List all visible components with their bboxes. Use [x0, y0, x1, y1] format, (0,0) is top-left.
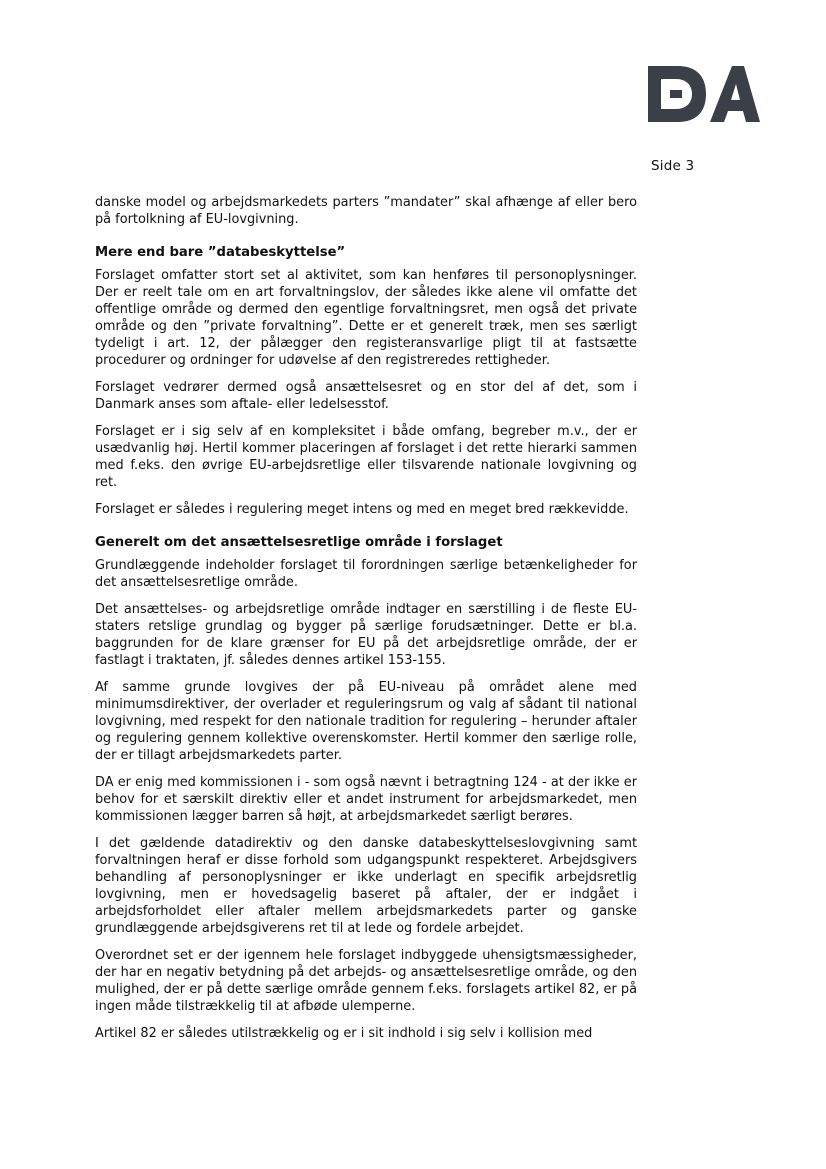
- paragraph: Forslaget er således i regulering meget intens og med en meget bred rækkevidde.: [95, 502, 629, 517]
- paragraph: Af samme grunde lovgives der på EU-niveau på området alene med minimumsdirektiver, der overlader et reguleringsrum og valg af sådant til national lovgivning, med respekt for den nationale tradition for regulering – herunder aftaler og regulering gennem kollektive overenskomster. Hertil kommer den særlige rolle, der er tillagt arbejdsmarkedets parter.: [95, 680, 637, 763]
- paragraph: Overordnet set er der igennem hele forslaget indbyggede uhensigtsmæssigheder, der har en negativ betydning på det arbejds- og ansættelsesretlige område, og den mulighed, der er på dette særlige område gennem f.eks. forslagets artikel 82, er på ingen måde tilstrækkelig til at afbøde ulemperne.: [95, 948, 637, 1014]
- paragraph: DA er enig med kommissionen i - som også nævnt i betragtning 124 - at der ikke er behov for et særskilt direktiv eller et andet instrument for arbejdsmarkedet, men kommissionen lægger barren så højt, at arbejdsmarkedet særligt berøres.: [95, 775, 637, 824]
- paragraph: Grundlæggende indeholder forslaget til forordningen særlige betænkeligheder for det ansættelsesretlige område.: [95, 558, 637, 590]
- section-heading-databeskyttelse: Mere end bare ”databeskyttelse”: [95, 245, 346, 260]
- section-heading-ansaettelsesret: Generelt om det ansættelsesretlige område i forslaget: [95, 535, 503, 550]
- paragraph: Forslaget omfatter stort set al aktivitet, som kan henføres til personoplysninger. Der er reelt tale om en art forvaltningslov, der således ikke alene vil omfatte det offentlige område og dermed den egentlige forvaltningsret, men også det private område og den ”private forvaltning”. Dette er et generelt træk, men ses særligt tydeligt i art. 12, der pålægger den registeransvarlige pligt til at fastsætte procedurer og ordninger for udøvelse af den registreredes rettigheder.: [95, 268, 637, 368]
- paragraph-continued: Artikel 82 er således utilstrækkelig og er i sit indhold i sig selv i kollision med: [95, 1026, 593, 1041]
- paragraph: Forslaget er i sig selv af en kompleksitet i både omfang, begreber m.v., der er usædvanlig høj. Hertil kommer placeringen af forslaget i det rette hierarki sammen med f.eks. den øvrige EU-arbejdsretlige eller tilsvarende nationale lovgivning og ret.: [95, 424, 637, 490]
- da-logo-d-bar: [670, 90, 682, 98]
- da-logo: [648, 66, 760, 122]
- paragraph: I det gældende datadirektiv og den danske databeskyttelseslovgivning samt forvaltningen heraf er disse forhold som udgangspunkt respekteret. Arbejdsgivers behandling af personoplysninger er ikke underlagt en specifik arbejdsretlig lovgivning, men er hovedsagelig baseret på aftaler, der er indgået i arbejdsforholdet eller aftaler mellem arbejdsmarkedets parter og ganske grundlæggende arbejdsgiverens ret til at lede og fordele arbejdet.: [95, 836, 637, 936]
- document-body: [95, 194, 637, 1052]
- paragraph: Det ansættelses- og arbejdsretlige område indtager en særstilling i de fleste EU-staters retslige grundlag og bygger på særlige forudsætninger. Dette er bl.a. baggrunden for de klare grænser for EU på det arbejdsretlige område, der er fastlagt i traktaten, jf. således dennes artikel 153-155.: [95, 602, 637, 668]
- paragraph: Forslaget vedrører dermed også ansættelsesret og en stor del af det, som i Danmark anses som aftale- eller ledelsesstof.: [95, 380, 637, 412]
- da-logo-a-mark: [710, 66, 760, 122]
- page-number: Side 3: [651, 158, 695, 174]
- paragraph-intro: danske model og arbejdsmarkedets parters ”mandater” skal afhænge af eller bero på fortolkning af EU-lovgivning.: [95, 195, 637, 227]
